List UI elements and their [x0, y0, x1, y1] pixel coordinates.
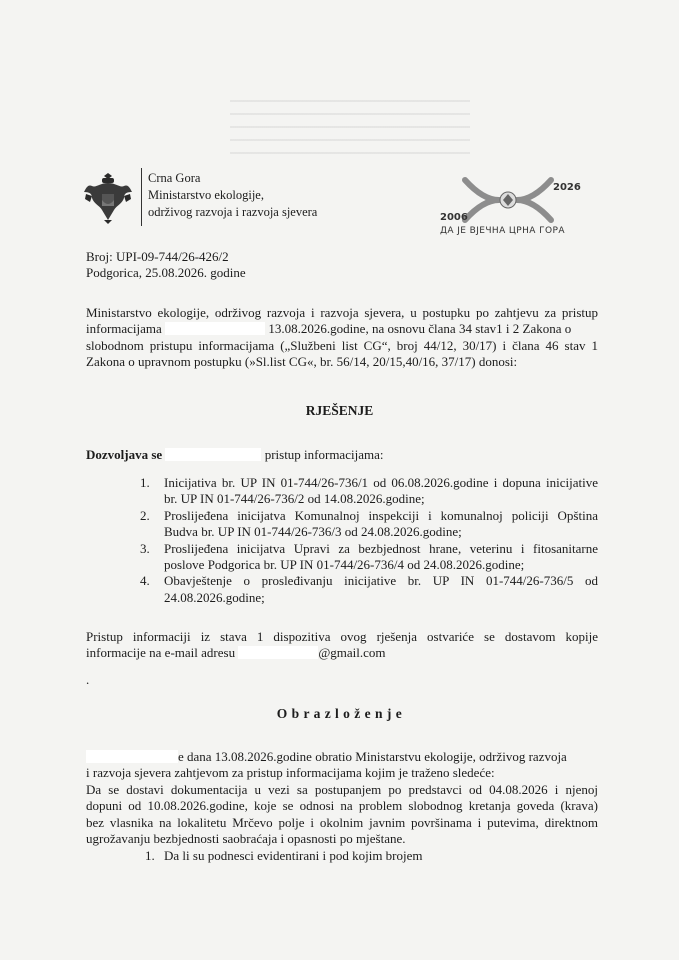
- reasoning-paragraph: [86, 749, 598, 847]
- intro-line-4: Zakona o upravnom postupku (»Sl.list CG«, br. 56/14, 20/15,40/16, 37/17) donosi:: [86, 354, 518, 370]
- org-country: Crna Gora: [148, 171, 201, 185]
- grant-lead: Dozvoljava se: [86, 447, 163, 462]
- logo-year-top: 2026: [553, 182, 581, 193]
- header-divider: [141, 168, 142, 226]
- reference-number: Broj: UPI-09-744/26-426/2: [86, 249, 229, 264]
- reasoning-line-4: dopuni od 10.08.2026.godine, koje se odnosi na problem slobodnog kretanja goveda (krava): [86, 798, 598, 814]
- list-item-line: Inicijativa br. UP IN 01-744/26-736/1 od 06.08.2026.godine i dopuna inicijative: [164, 475, 598, 490]
- list-item-line: poslove Podgorica br. UP IN 01-744/26-736/4 od 24.08.2026.godine;: [164, 557, 525, 573]
- org-ministry-cont: održivog razvoja i razvoja sjevera: [148, 205, 318, 219]
- list-item-number: 4.: [140, 573, 150, 589]
- list-item: [140, 573, 598, 606]
- decision-title: RJEŠENJE: [305, 403, 374, 418]
- question-number: 1.: [145, 848, 155, 863]
- list-item-line: Budva br. UP IN 01-744/26-736/3 od 24.08.2026.godine;: [164, 524, 462, 540]
- anniversary-logo: [435, 172, 595, 244]
- reasoning-title: O b r a z l o ž e n j e: [276, 706, 403, 721]
- list-item-number: 2.: [140, 507, 150, 523]
- reasoning-line-1b: e dana 13.08.2026.godine obratio Ministarstvu ekologije, održivog razvoja: [178, 749, 567, 764]
- reasoning-line-3: Da se dostavi dokumentacija u vezi sa postupanjem po predstavci od 04.08.2026 i njenoj: [86, 781, 598, 797]
- list-item-line: br. UP IN 01-744/26-736/2 od 14.08.2026.godine;: [164, 491, 425, 507]
- org-ministry: Ministarstvo ekologije,: [148, 188, 264, 202]
- reasoning-line-1: [86, 749, 598, 765]
- redaction-box: [238, 646, 318, 659]
- stray-mark: .: [86, 672, 90, 687]
- list-item-number: 3.: [140, 540, 150, 556]
- email-domain: @gmail.com: [318, 645, 386, 661]
- list-item-line: Proslijeđena inicijatva Komunalnoj inspekciji i komunalnoj policiji Opština: [164, 507, 598, 523]
- coat-of-arms-icon: [82, 170, 134, 226]
- access-line-1: Pristup informaciji iz stava 1 dispozitiva ovog rješenja ostvariće se dostavom kopije: [86, 629, 598, 644]
- list-item: [140, 541, 598, 574]
- access-paragraph: [86, 629, 598, 662]
- documents-list: [140, 475, 598, 606]
- access-line-2: [86, 645, 598, 661]
- access-line-2a: informacije na e-mail adresu: [86, 645, 236, 661]
- redaction-box: [86, 750, 178, 763]
- list-item-number: 1.: [140, 475, 150, 490]
- intro-line-2b: 13.08.2026.godine, na osnovu člana 34 stav1 i 2 Zakona o: [268, 321, 572, 337]
- question-item: [145, 848, 423, 864]
- logo-slogan: ДА ЈЕ ВЈЕЧНА ЦРНА ГОРА: [440, 226, 565, 236]
- list-item-line: Obavještenje o prosleđivanju inicijative br. UP IN 01-744/26-736/5 od: [164, 573, 598, 589]
- intro-line-1: Ministarstvo ekologije, održivog razvoja i razvoja sjevera, u postupku po zahtjevu za pristup: [86, 305, 598, 320]
- list-item-line: Proslijeđena inicijatva Upravi za bezbjednost hrane, veterinu i fitosanitarne: [164, 540, 598, 556]
- grant-rest: pristup informacijama:: [264, 447, 384, 462]
- grant-line: [86, 447, 383, 463]
- reasoning-line-5: bez vlasnika na lokalitetu Mrčevo polje i okolnim javnim površinama i putevima, direktnom: [86, 814, 598, 830]
- list-item-line: 24.08.2026.godine;: [164, 589, 265, 605]
- redaction-box: [165, 448, 261, 461]
- redaction-box: [165, 322, 265, 335]
- bleed-through-shadow: [230, 100, 470, 160]
- intro-line-3: slobodnom pristupu informacijama („Službeni list CG“, broj 44/12, 30/17) i člana 46 stav 1: [86, 337, 598, 353]
- intro-line-2: [86, 321, 598, 337]
- intro-paragraph: [86, 305, 598, 371]
- logo-year-bottom: 2006: [440, 212, 468, 223]
- place-and-date: Podgorica, 25.08.2026. godine: [86, 265, 246, 280]
- question-text: Da li su podnesci evidentirani i pod kojim brojem: [164, 848, 423, 863]
- reasoning-line-6: ugrožavanju bezbjednosti saobraćaja i opasnosti po mještane.: [86, 831, 406, 847]
- intro-line-2a: informacijama: [86, 321, 162, 337]
- list-item: [140, 508, 598, 541]
- list-item: [140, 475, 598, 508]
- reasoning-line-2: i razvoja sjevera zahtjevom za pristup informacijama kojim je traženo sledeće:: [86, 765, 495, 781]
